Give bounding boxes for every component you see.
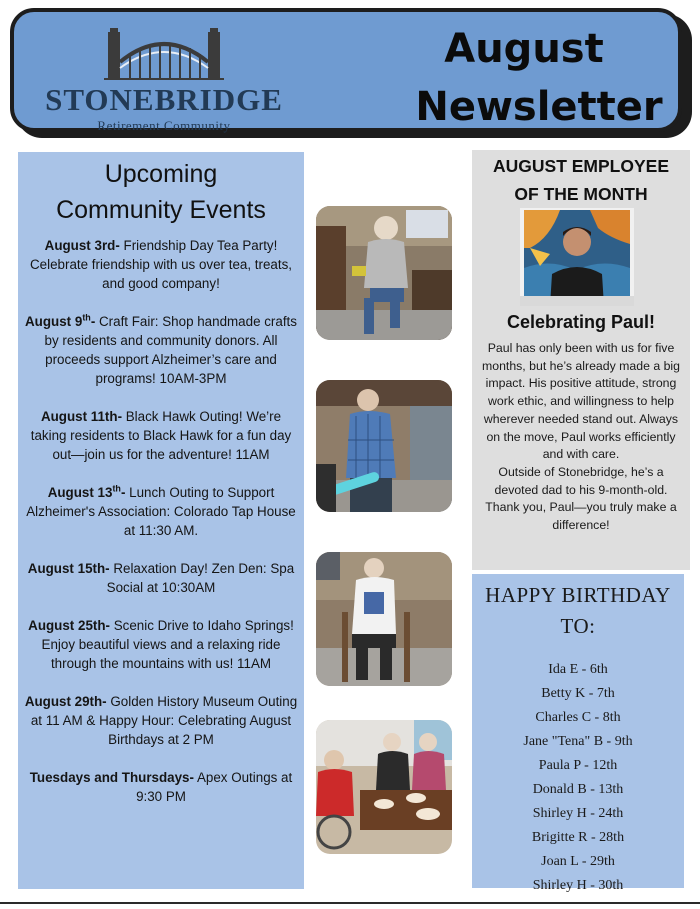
birthday-name: Paula P - 12th [538, 758, 618, 773]
event-description: Scenic Drive to Idaho Springs! Enjoy beautiful views and a relaxing ride through the mountains with us! 11AM [41, 618, 294, 671]
employee-subheading: Celebrating Paul! [506, 312, 656, 332]
employee-heading [472, 152, 690, 208]
birthday-title-line1: HAPPY BIRTHDAY [485, 583, 671, 607]
event-description: Apex Outings at 9:30 PM [136, 770, 293, 804]
newsletter-header [10, 8, 682, 132]
stonebridge-logo [44, 26, 284, 133]
event-date: August 15th- [27, 561, 110, 576]
event-item [18, 768, 304, 806]
events-heading-line1: Upcoming [104, 160, 218, 188]
event-date: Tuesdays and Thursdays- [29, 770, 194, 785]
birthday-list [472, 658, 684, 898]
events-heading [18, 156, 304, 228]
logo-subtitle: Retirement Community [97, 118, 231, 133]
event-description: Golden History Museum Outing at 11 AM & Happy Hour: Celebrating August Birthdays at 2 PM [30, 694, 298, 747]
birthday-title [472, 580, 684, 642]
event-item [18, 483, 304, 540]
event-date: August 3rd- [44, 238, 120, 253]
birthday-name: Shirley H - 24th [532, 806, 624, 821]
birthday-name: Jane "Tena" B - 9th [523, 734, 633, 749]
event-date: August 11th- [40, 409, 123, 424]
event-item [18, 312, 304, 388]
event-item [18, 236, 304, 293]
event-date: August 9th- [25, 312, 96, 329]
birthday-name: Charles C - 8th [535, 710, 621, 725]
employee-heading-line1: AUGUST EMPLOYEE [493, 156, 669, 176]
event-date: August 13th- [47, 483, 126, 500]
bridge-icon [104, 26, 224, 84]
birthday-name: Brigitte R - 28th [531, 830, 625, 845]
employee-paragraph-1: Paul has only been with us for five months, but he’s already made a big impact. His positive attitude, strong work ethic, and willingness to help wherever needed stand out. Always on the move, Paul works efficiently and with care. [481, 341, 680, 462]
resident-photo-3 [316, 552, 452, 686]
employee-heading-line2: OF THE MONTH [514, 184, 648, 204]
birthday-name: Betty K - 7th [541, 686, 615, 701]
employee-description [478, 340, 684, 535]
logo-name: STONEBRIDGE [45, 82, 283, 117]
event-description: Lunch Outing to Support Alzheimer's Association: Colorado Tap House at 11:30 AM. [26, 485, 296, 538]
event-item [18, 559, 304, 597]
birthday-name: Joan L - 29th [541, 854, 615, 869]
employee-of-month-panel [472, 150, 690, 570]
resident-photo-2 [316, 380, 452, 512]
events-heading-line2: Community Events [56, 196, 266, 224]
event-item [18, 407, 304, 464]
employee-photo [520, 208, 634, 306]
event-list [18, 236, 304, 806]
birthday-name: Ida E - 6th [548, 662, 608, 677]
newsletter-title-word: Newsletter [415, 84, 663, 130]
resident-photo-1 [316, 206, 452, 340]
page-bottom-rule [0, 902, 700, 904]
event-description: Friendship Day Tea Party! Celebrate friendship with us over tea, treats, and good company! [30, 238, 292, 291]
event-date: August 29th- [24, 694, 107, 709]
event-description: Craft Fair: Shop handmade crafts by residents and community donors. All proceeds support Alzheimer’s care and programs! 10AM-3PM [44, 314, 297, 386]
birthday-title-line2: TO: [560, 614, 596, 638]
event-item [18, 616, 304, 673]
event-description: Black Hawk Outing! We’re taking residents to Black Hawk for a fun day out—join us for the adventure! 11AM [30, 409, 292, 462]
upcoming-events-panel [18, 152, 304, 889]
resident-photo-4 [316, 720, 452, 854]
newsletter-title-month: August [444, 26, 604, 72]
event-description: Relaxation Day! Zen Den: Spa Social at 10:30AM [106, 561, 295, 595]
birthday-name: Donald B - 13th [532, 782, 624, 797]
event-date: August 25th- [28, 618, 110, 633]
employee-paragraph-2: Outside of Stonebridge, he’s a devoted dad to his 9-month-old. Thank you, Paul—you truly make a difference! [485, 464, 677, 533]
birthday-name: Shirley H - 30th [532, 878, 624, 893]
event-item [18, 692, 304, 749]
happy-birthday-panel [472, 574, 684, 893]
